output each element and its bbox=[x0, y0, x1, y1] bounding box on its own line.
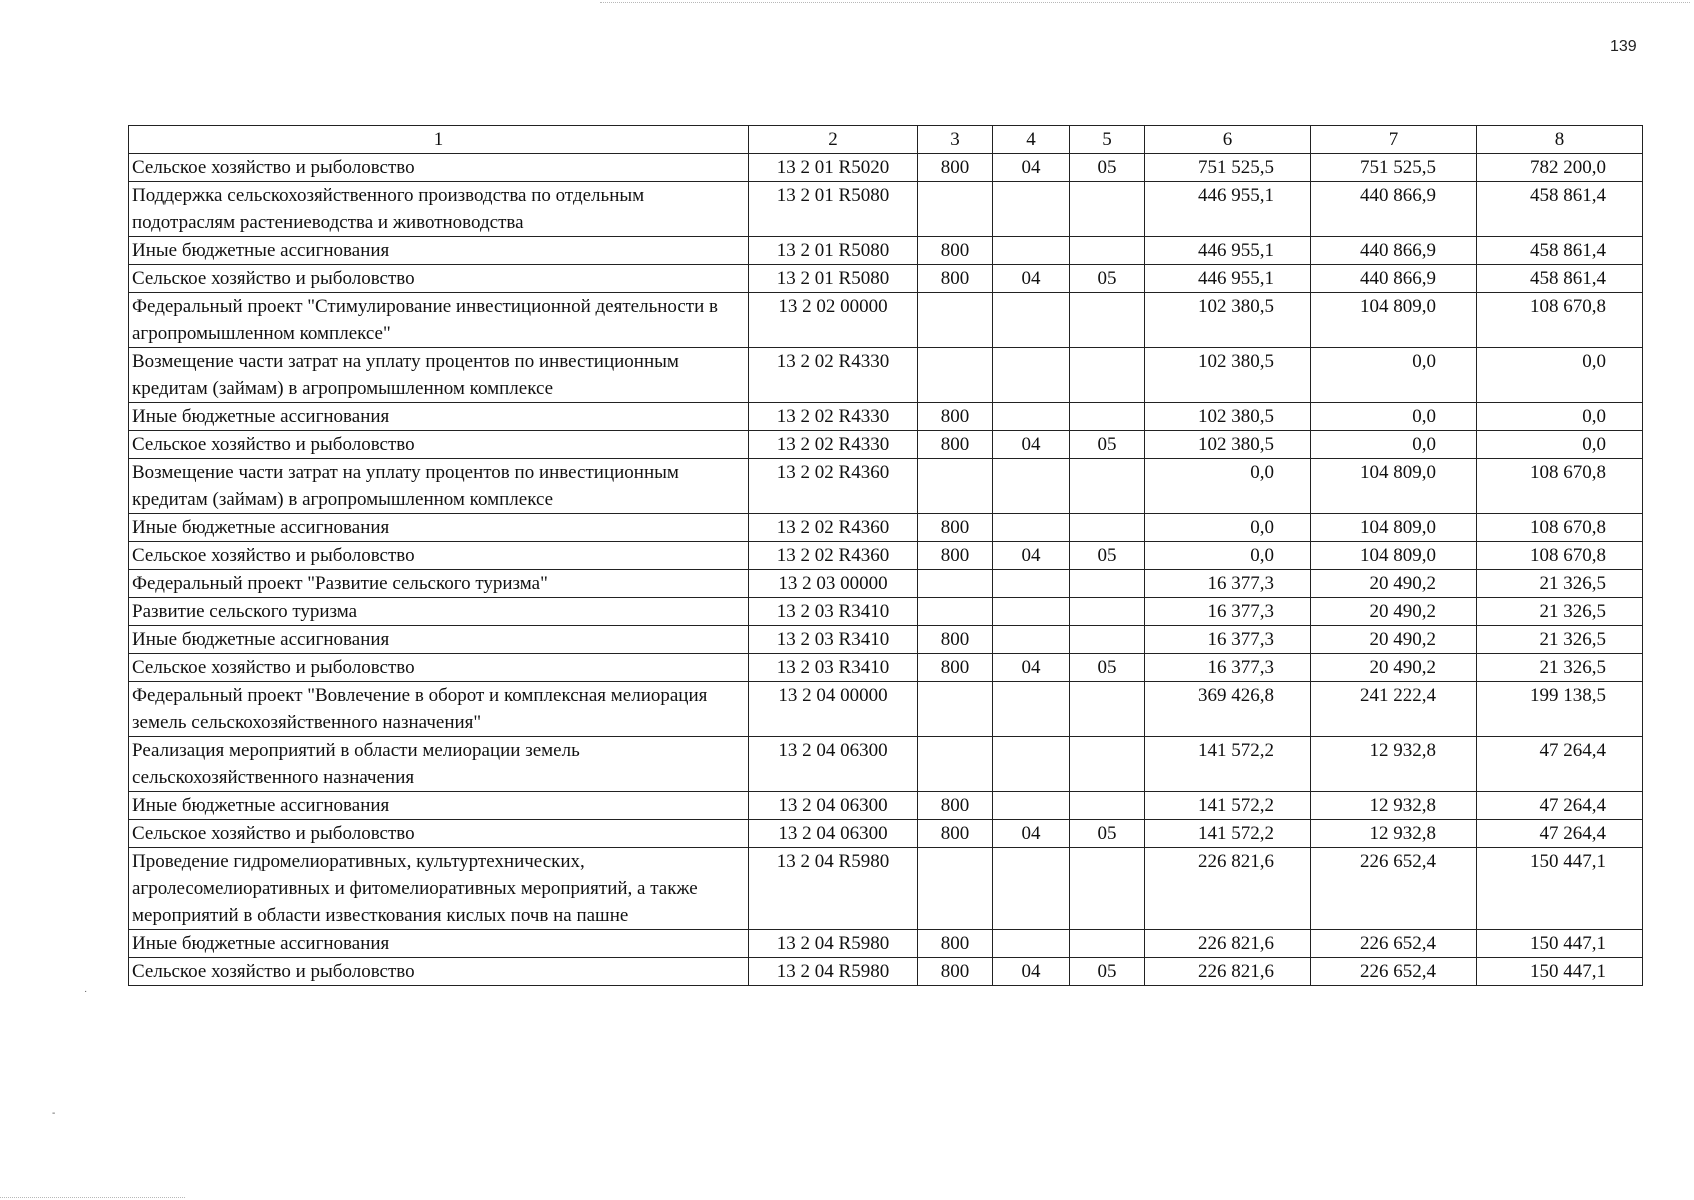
value8-cell: 458 861,4 bbox=[1477, 265, 1643, 293]
col3-cell bbox=[918, 737, 993, 792]
value6-cell: 446 955,1 bbox=[1145, 265, 1311, 293]
value7-cell: 104 809,0 bbox=[1311, 542, 1477, 570]
header-cell: 4 bbox=[993, 126, 1070, 154]
col4-cell: 04 bbox=[993, 154, 1070, 182]
value6-cell: 141 572,2 bbox=[1145, 792, 1311, 820]
code-cell: 13 2 04 R5980 bbox=[749, 930, 918, 958]
value7-cell: 20 490,2 bbox=[1311, 598, 1477, 626]
col5-cell bbox=[1070, 598, 1145, 626]
value7-cell: 0,0 bbox=[1311, 348, 1477, 403]
value8-cell: 150 447,1 bbox=[1477, 958, 1643, 986]
name-cell: Иные бюджетные ассигнования bbox=[129, 626, 749, 654]
table-row bbox=[129, 820, 1643, 848]
header-cell: 5 bbox=[1070, 126, 1145, 154]
value7-cell: 104 809,0 bbox=[1311, 293, 1477, 348]
page-number: 139 bbox=[1610, 38, 1637, 55]
code-cell: 13 2 04 06300 bbox=[749, 737, 918, 792]
value6-cell: 16 377,3 bbox=[1145, 598, 1311, 626]
name-cell: Сельское хозяйство и рыболовство bbox=[129, 654, 749, 682]
col4-cell bbox=[993, 348, 1070, 403]
value8-cell: 21 326,5 bbox=[1477, 654, 1643, 682]
col5-cell: 05 bbox=[1070, 431, 1145, 459]
header-cell: 3 bbox=[918, 126, 993, 154]
name-cell: Иные бюджетные ассигнования bbox=[129, 792, 749, 820]
col3-cell: 800 bbox=[918, 514, 993, 542]
value7-cell: 20 490,2 bbox=[1311, 654, 1477, 682]
col3-cell: 800 bbox=[918, 542, 993, 570]
name-cell: Сельское хозяйство и рыболовство bbox=[129, 265, 749, 293]
col3-cell: 800 bbox=[918, 930, 993, 958]
name-cell: Иные бюджетные ассигнования bbox=[129, 403, 749, 431]
value8-cell: 21 326,5 bbox=[1477, 626, 1643, 654]
name-cell: Развитие сельского туризма bbox=[129, 598, 749, 626]
col4-cell bbox=[993, 930, 1070, 958]
value8-cell: 0,0 bbox=[1477, 403, 1643, 431]
col3-cell: 800 bbox=[918, 265, 993, 293]
code-cell: 13 2 01 R5080 bbox=[749, 237, 918, 265]
value6-cell: 141 572,2 bbox=[1145, 820, 1311, 848]
value7-cell: 20 490,2 bbox=[1311, 570, 1477, 598]
name-cell: Сельское хозяйство и рыболовство bbox=[129, 820, 749, 848]
col5-cell bbox=[1070, 570, 1145, 598]
code-cell: 13 2 03 R3410 bbox=[749, 626, 918, 654]
col3-cell: 800 bbox=[918, 654, 993, 682]
col5-cell: 05 bbox=[1070, 820, 1145, 848]
value6-cell: 0,0 bbox=[1145, 542, 1311, 570]
col5-cell bbox=[1070, 848, 1145, 930]
value6-cell: 446 955,1 bbox=[1145, 237, 1311, 265]
code-cell: 13 2 02 00000 bbox=[749, 293, 918, 348]
value6-cell: 16 377,3 bbox=[1145, 570, 1311, 598]
name-cell: Федеральный проект "Развитие сельского туризма" bbox=[129, 570, 749, 598]
value7-cell: 104 809,0 bbox=[1311, 514, 1477, 542]
col5-cell bbox=[1070, 237, 1145, 265]
value8-cell: 47 264,4 bbox=[1477, 792, 1643, 820]
col5-cell bbox=[1070, 348, 1145, 403]
code-cell: 13 2 02 R4360 bbox=[749, 459, 918, 514]
value6-cell: 0,0 bbox=[1145, 514, 1311, 542]
value8-cell: 0,0 bbox=[1477, 348, 1643, 403]
col4-cell bbox=[993, 514, 1070, 542]
value7-cell: 20 490,2 bbox=[1311, 626, 1477, 654]
value6-cell: 369 426,8 bbox=[1145, 682, 1311, 737]
value6-cell: 102 380,5 bbox=[1145, 293, 1311, 348]
col5-cell: 05 bbox=[1070, 154, 1145, 182]
scan-artifact-top bbox=[600, 2, 1690, 3]
col5-cell bbox=[1070, 626, 1145, 654]
table-row bbox=[129, 459, 1643, 514]
scan-speck: - bbox=[52, 1108, 56, 1119]
name-cell: Федеральный проект "Вовлечение в оборот и комплексная мелиорация земель сельскохозяйственного назначения" bbox=[129, 682, 749, 737]
name-cell: Проведение гидромелиоративных, культуртехнических, агролесомелиоративных и фитомелиоративных мероприятий, а также мероприятий в области известкования кислых почв на пашне bbox=[129, 848, 749, 930]
table-row bbox=[129, 737, 1643, 792]
value8-cell: 150 447,1 bbox=[1477, 848, 1643, 930]
value7-cell: 226 652,4 bbox=[1311, 930, 1477, 958]
col4-cell: 04 bbox=[993, 958, 1070, 986]
value7-cell: 241 222,4 bbox=[1311, 682, 1477, 737]
value8-cell: 108 670,8 bbox=[1477, 459, 1643, 514]
col5-cell bbox=[1070, 293, 1145, 348]
table-header-row bbox=[129, 126, 1643, 154]
value7-cell: 226 652,4 bbox=[1311, 848, 1477, 930]
code-cell: 13 2 03 R3410 bbox=[749, 654, 918, 682]
col4-cell: 04 bbox=[993, 431, 1070, 459]
col3-cell: 800 bbox=[918, 820, 993, 848]
col5-cell bbox=[1070, 514, 1145, 542]
table-row bbox=[129, 542, 1643, 570]
value8-cell: 458 861,4 bbox=[1477, 237, 1643, 265]
value7-cell: 12 932,8 bbox=[1311, 820, 1477, 848]
code-cell: 13 2 01 R5080 bbox=[749, 265, 918, 293]
col5-cell bbox=[1070, 459, 1145, 514]
table-row bbox=[129, 182, 1643, 237]
col3-cell bbox=[918, 293, 993, 348]
col4-cell bbox=[993, 182, 1070, 237]
value8-cell: 458 861,4 bbox=[1477, 182, 1643, 237]
col3-cell bbox=[918, 182, 993, 237]
code-cell: 13 2 02 R4330 bbox=[749, 431, 918, 459]
col5-cell bbox=[1070, 737, 1145, 792]
col3-cell bbox=[918, 459, 993, 514]
header-cell: 7 bbox=[1311, 126, 1477, 154]
value8-cell: 47 264,4 bbox=[1477, 820, 1643, 848]
col5-cell bbox=[1070, 182, 1145, 237]
code-cell: 13 2 01 R5020 bbox=[749, 154, 918, 182]
col5-cell bbox=[1070, 930, 1145, 958]
name-cell: Сельское хозяйство и рыболовство bbox=[129, 542, 749, 570]
value7-cell: 751 525,5 bbox=[1311, 154, 1477, 182]
col4-cell bbox=[993, 598, 1070, 626]
value8-cell: 0,0 bbox=[1477, 431, 1643, 459]
value8-cell: 108 670,8 bbox=[1477, 542, 1643, 570]
value6-cell: 102 380,5 bbox=[1145, 431, 1311, 459]
table-row bbox=[129, 626, 1643, 654]
code-cell: 13 2 04 R5980 bbox=[749, 958, 918, 986]
code-cell: 13 2 02 R4360 bbox=[749, 542, 918, 570]
value8-cell: 108 670,8 bbox=[1477, 514, 1643, 542]
col5-cell bbox=[1070, 403, 1145, 431]
value8-cell: 150 447,1 bbox=[1477, 930, 1643, 958]
name-cell: Сельское хозяйство и рыболовство bbox=[129, 431, 749, 459]
value6-cell: 16 377,3 bbox=[1145, 654, 1311, 682]
col3-cell bbox=[918, 570, 993, 598]
table-row bbox=[129, 682, 1643, 737]
col3-cell: 800 bbox=[918, 403, 993, 431]
col4-cell bbox=[993, 737, 1070, 792]
value6-cell: 102 380,5 bbox=[1145, 403, 1311, 431]
col3-cell: 800 bbox=[918, 792, 993, 820]
col3-cell bbox=[918, 598, 993, 626]
code-cell: 13 2 02 R4330 bbox=[749, 348, 918, 403]
scan-artifact-bottom bbox=[0, 1197, 185, 1198]
value8-cell: 782 200,0 bbox=[1477, 154, 1643, 182]
col4-cell bbox=[993, 792, 1070, 820]
code-cell: 13 2 03 00000 bbox=[749, 570, 918, 598]
value8-cell: 21 326,5 bbox=[1477, 598, 1643, 626]
header-cell: 8 bbox=[1477, 126, 1643, 154]
table-row bbox=[129, 431, 1643, 459]
value7-cell: 440 866,9 bbox=[1311, 182, 1477, 237]
col4-cell bbox=[993, 237, 1070, 265]
col4-cell bbox=[993, 293, 1070, 348]
code-cell: 13 2 04 06300 bbox=[749, 820, 918, 848]
value8-cell: 21 326,5 bbox=[1477, 570, 1643, 598]
table-row bbox=[129, 958, 1643, 986]
col5-cell: 05 bbox=[1070, 265, 1145, 293]
value6-cell: 751 525,5 bbox=[1145, 154, 1311, 182]
col4-cell: 04 bbox=[993, 265, 1070, 293]
col4-cell bbox=[993, 848, 1070, 930]
col3-cell: 800 bbox=[918, 958, 993, 986]
col3-cell: 800 bbox=[918, 237, 993, 265]
code-cell: 13 2 03 R3410 bbox=[749, 598, 918, 626]
table-row bbox=[129, 265, 1643, 293]
table-row bbox=[129, 930, 1643, 958]
value8-cell: 108 670,8 bbox=[1477, 293, 1643, 348]
col3-cell bbox=[918, 682, 993, 737]
col4-cell bbox=[993, 570, 1070, 598]
col4-cell bbox=[993, 403, 1070, 431]
name-cell: Сельское хозяйство и рыболовство bbox=[129, 154, 749, 182]
table-row bbox=[129, 348, 1643, 403]
col4-cell: 04 bbox=[993, 654, 1070, 682]
code-cell: 13 2 02 R4330 bbox=[749, 403, 918, 431]
table-row bbox=[129, 570, 1643, 598]
col4-cell bbox=[993, 459, 1070, 514]
value6-cell: 16 377,3 bbox=[1145, 626, 1311, 654]
col5-cell bbox=[1070, 792, 1145, 820]
name-cell: Федеральный проект "Стимулирование инвестиционной деятельности в агропромышленном комплексе" bbox=[129, 293, 749, 348]
name-cell: Реализация мероприятий в области мелиорации земель сельскохозяйственного назначения bbox=[129, 737, 749, 792]
name-cell: Иные бюджетные ассигнования bbox=[129, 237, 749, 265]
col4-cell: 04 bbox=[993, 820, 1070, 848]
value7-cell: 226 652,4 bbox=[1311, 958, 1477, 986]
code-cell: 13 2 02 R4360 bbox=[749, 514, 918, 542]
table-row bbox=[129, 792, 1643, 820]
col5-cell: 05 bbox=[1070, 542, 1145, 570]
code-cell: 13 2 04 06300 bbox=[749, 792, 918, 820]
table-row bbox=[129, 654, 1643, 682]
col3-cell bbox=[918, 848, 993, 930]
value7-cell: 12 932,8 bbox=[1311, 792, 1477, 820]
col4-cell: 04 bbox=[993, 542, 1070, 570]
value7-cell: 0,0 bbox=[1311, 403, 1477, 431]
scan-speck: · bbox=[84, 986, 88, 997]
name-cell: Возмещение части затрат на уплату процентов по инвестиционным кредитам (займам) в агропромышленном комплексе bbox=[129, 459, 749, 514]
table-row bbox=[129, 154, 1643, 182]
col3-cell: 800 bbox=[918, 626, 993, 654]
col5-cell: 05 bbox=[1070, 958, 1145, 986]
value6-cell: 141 572,2 bbox=[1145, 737, 1311, 792]
code-cell: 13 2 01 R5080 bbox=[749, 182, 918, 237]
value7-cell: 440 866,9 bbox=[1311, 265, 1477, 293]
value6-cell: 0,0 bbox=[1145, 459, 1311, 514]
col5-cell: 05 bbox=[1070, 654, 1145, 682]
header-cell: 6 bbox=[1145, 126, 1311, 154]
value7-cell: 12 932,8 bbox=[1311, 737, 1477, 792]
value7-cell: 104 809,0 bbox=[1311, 459, 1477, 514]
value6-cell: 446 955,1 bbox=[1145, 182, 1311, 237]
value8-cell: 199 138,5 bbox=[1477, 682, 1643, 737]
value8-cell: 47 264,4 bbox=[1477, 737, 1643, 792]
col5-cell bbox=[1070, 682, 1145, 737]
name-cell: Поддержка сельскохозяйственного производства по отдельным подотраслям растениеводства и животноводства bbox=[129, 182, 749, 237]
table-row bbox=[129, 293, 1643, 348]
table-row bbox=[129, 237, 1643, 265]
col4-cell bbox=[993, 682, 1070, 737]
table-row bbox=[129, 848, 1643, 930]
value6-cell: 102 380,5 bbox=[1145, 348, 1311, 403]
code-cell: 13 2 04 00000 bbox=[749, 682, 918, 737]
table-row bbox=[129, 403, 1643, 431]
name-cell: Сельское хозяйство и рыболовство bbox=[129, 958, 749, 986]
value6-cell: 226 821,6 bbox=[1145, 930, 1311, 958]
value7-cell: 440 866,9 bbox=[1311, 237, 1477, 265]
budget-table bbox=[128, 125, 1643, 986]
table-row bbox=[129, 514, 1643, 542]
table-row bbox=[129, 598, 1643, 626]
code-cell: 13 2 04 R5980 bbox=[749, 848, 918, 930]
value6-cell: 226 821,6 bbox=[1145, 848, 1311, 930]
value7-cell: 0,0 bbox=[1311, 431, 1477, 459]
header-cell: 2 bbox=[749, 126, 918, 154]
header-cell: 1 bbox=[129, 126, 749, 154]
col3-cell: 800 bbox=[918, 431, 993, 459]
col3-cell: 800 bbox=[918, 154, 993, 182]
name-cell: Возмещение части затрат на уплату процентов по инвестиционным кредитам (займам) в агропромышленном комплексе bbox=[129, 348, 749, 403]
name-cell: Иные бюджетные ассигнования bbox=[129, 514, 749, 542]
col4-cell bbox=[993, 626, 1070, 654]
col3-cell bbox=[918, 348, 993, 403]
name-cell: Иные бюджетные ассигнования bbox=[129, 930, 749, 958]
value6-cell: 226 821,6 bbox=[1145, 958, 1311, 986]
